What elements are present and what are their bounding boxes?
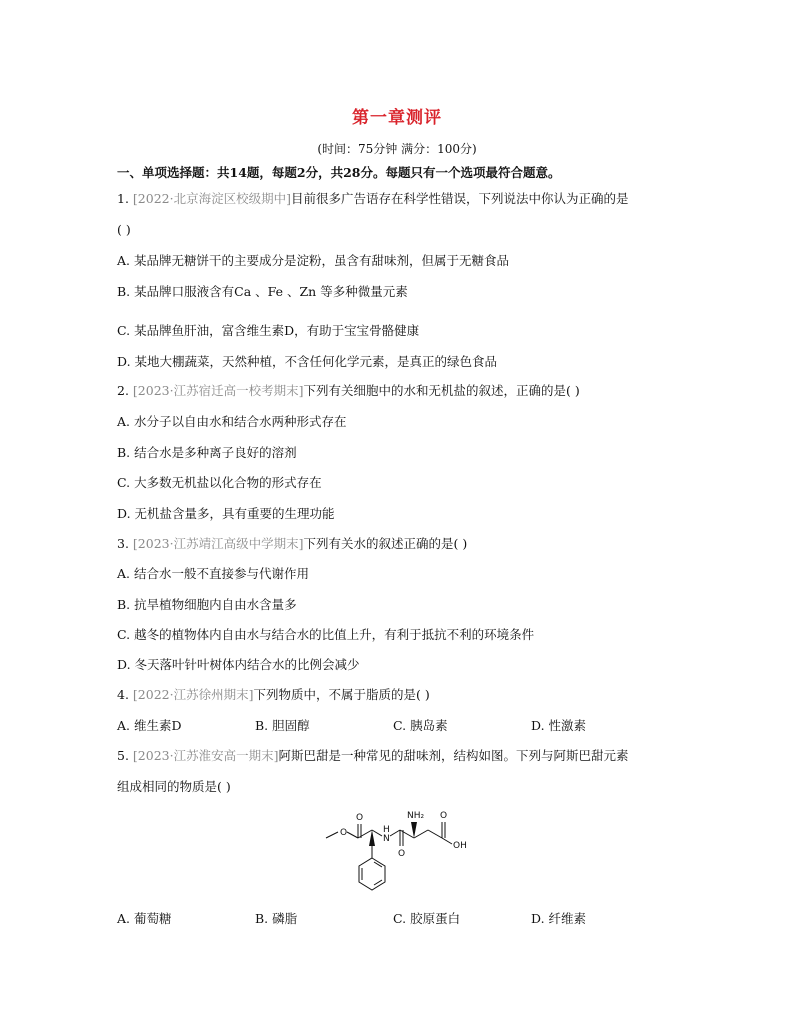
question-4-stem [117,686,430,704]
bond [372,830,382,836]
question-5-stem [117,747,628,765]
question-4-options [117,717,677,735]
atom-label-nh2: NH₂ [407,811,425,821]
question-source: [2023·江苏宿迁高一校考期末] [132,383,304,398]
atom-label-o: O [398,849,406,859]
question-3-option-c: C. 越冬的植物体内自由水与结合水的比值上升，有利于抵抗不利的环境条件 [117,627,535,642]
question-2-option-c: C. 大多数无机盐以化合物的形式存在 [117,475,322,490]
bond [400,830,414,838]
question-number: 2. [117,383,129,398]
question-5-option-a: A. 葡萄糖 [117,911,172,926]
question-5-option-c: C. 胶原蛋白 [393,911,461,926]
atom-label-h: H [383,825,390,835]
question-text: 阿斯巴甜是一种常见的甜味剂，结构如图。下列与阿斯巴甜元素 [278,748,629,763]
question-1-stem-cont: ( ) [117,222,131,237]
question-1-option-b: B. 某品牌口服液含有Ca 、Fe 、Zn 等多种微量元素 [117,284,408,299]
question-4-option-b: B. 胆固醇 [255,718,310,733]
question-text: 下列物质中，不属于脂质的是( ) [253,687,430,702]
question-number: 1. [117,191,129,206]
bond [347,832,358,838]
question-4-option-d: D. 性激素 [531,718,587,733]
question-1-option-a: A. 某品牌无糖饼干的主要成分是淀粉，虽含有甜味剂，但属于无糖食品 [117,253,509,268]
question-3-option-a: A. 结合水一般不直接参与代谢作用 [117,566,309,581]
atom-label-oh: OH [453,841,467,851]
question-2-option-b: B. 结合水是多种离子良好的溶剂 [117,445,297,460]
bond [374,862,382,867]
question-3-option-b: B. 抗旱植物细胞内自由水含量多 [117,597,297,612]
aspartame-structure-figure [318,808,488,900]
wedge-bond [369,830,375,846]
question-1-option-d: D. 某地大棚蔬菜，天然种植，不含任何化学元素，是真正的绿色食品 [117,354,498,369]
question-5-option-b: B. 磷脂 [255,911,298,926]
page-title: 第一章测评 [352,108,442,128]
question-source: [2023·江苏靖江高级中学期末] [132,536,304,551]
question-text: 下列有关细胞中的水和无机盐的叙述，正确的是( ) [303,383,580,398]
question-number: 3. [117,536,129,551]
question-5-options [117,910,677,928]
question-5-option-d: D. 纤维素 [531,911,587,926]
question-5-stem-cont: 组成相同的物质是( ) [117,779,231,794]
section-header: 一、单项选择题：共14题，每题2分，共28分。每题只有一个选项最符合题意。 [117,165,561,180]
question-source: [2022·江苏徐州期末] [132,687,254,702]
bond [428,830,442,838]
atom-label-o: O [440,811,448,821]
benzene-ring [359,858,385,890]
question-number: 5. [117,748,129,763]
question-source: [2022·北京海淀区校级期中] [132,191,291,206]
atom-label-n: N [383,834,390,844]
question-1-option-c: C. 某品牌鱼肝油，富含维生素D，有助于宝宝骨骼健康 [117,323,420,338]
question-number: 4. [117,687,129,702]
atom-label-o: O [340,828,348,838]
question-1-stem [117,190,628,208]
bond [390,830,400,836]
question-4-option-a: A. 维生素D [117,718,182,733]
page-subtitle: (时间：75分钟 满分：100分) [317,142,477,156]
wedge-bond [411,822,417,838]
question-text: 下列有关水的叙述正确的是( ) [303,536,468,551]
question-4-option-c: C. 胰岛素 [393,718,448,733]
bond [326,832,338,838]
question-2-option-d: D. 无机盐含量多，具有重要的生理功能 [117,506,335,521]
question-2-option-a: A. 水分子以自由水和结合水两种形式存在 [117,414,347,429]
question-3-stem [117,535,467,553]
bond [414,830,428,838]
bond [358,830,372,838]
bond [442,838,452,844]
question-3-option-d: D. 冬天落叶针叶树体内结合水的比例会减少 [117,657,360,672]
question-text: 目前很多广告语存在科学性错误，下列说法中你认为正确的是 [290,191,629,206]
question-2-stem [117,382,580,400]
question-source: [2023·江苏淮安高一期末] [132,748,279,763]
atom-label-o: O [356,813,364,823]
